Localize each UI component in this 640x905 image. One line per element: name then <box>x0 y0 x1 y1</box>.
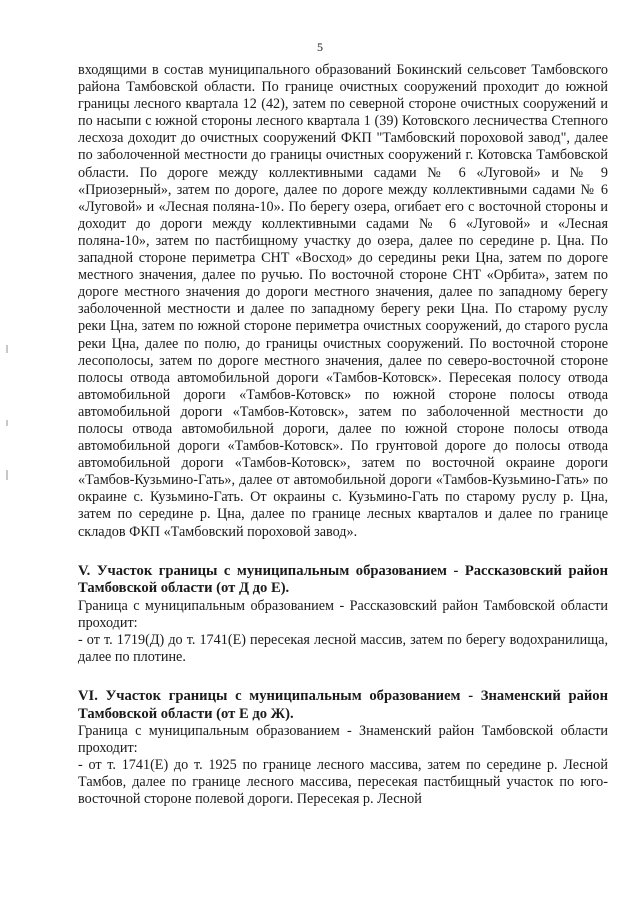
section-vi-heading: VI. Участок границы с муниципальным образованием - Знаменский район Тамбовской области (от Е до Ж). <box>78 688 608 722</box>
section-vi-intro: Граница с муниципальным образованием - Знаменский район Тамбовской области проходит: <box>78 723 608 757</box>
margin-mark <box>6 470 8 480</box>
section-v-heading: V. Участок границы с муниципальным образованием - Рассказовский район Тамбовской области (от Д до Е). <box>78 562 608 597</box>
section-vi-item: - от т. 1741(Е) до т. 1925 по границе лесного массива, затем по середине р. Лесной Тамбов, далее по границе лесного массива, пересекая пастбищный участок по юго-восточной стороне полевой дороги. Пересекая р. Лесной <box>78 757 608 808</box>
page-number: 5 <box>317 40 323 54</box>
section-v <box>78 563 608 666</box>
margin-mark <box>6 420 8 426</box>
section-v-item: - от т. 1719(Д) до т. 1741(Е) пересекая лесной массив, затем по берегу водохранилища, далее по плотине. <box>78 631 608 665</box>
body-paragraph: входящими в состав муниципального образований Бокинский сельсовет Тамбовского района Тамбовской области. По границе очистных сооружений проходит до южной границы лесного квартала 12 (42), затем по северной стороне очистных сооружений и по насыпи с южной стороны лесного квартала 1 (39) Котовского лесничества Степного лесхоза доходит до очистных сооружений ФКП "Тамбовский пороховой завод", далее по заболоченной местности до границы очистных сооружений г. Котовска Тамбовской области. По дороге между коллективными садами № 6 «Луговой» и № 9 «Приозерный», затем по дороге, далее по дороге между коллективными садами № 6 «Луговой» и «Лесная поляна-10». По берегу озера, огибает его с восточной стороны и доходит до дороги между коллективными садами № 6 «Луговой» и «Лесная поляна-10», затем по пастбищному участку до озера, далее по середине р. Цна. По западной стороне периметра СНТ «Восход» до середины реки Цна, затем по дороге местного значения, далее по ручью. По восточной стороне СНТ «Орбита», затем по дороге местного значения до дороги местного значения, далее по западному берегу заболоченной местности и далее по западному берегу реки Цна. По старому руслу реки Цна, затем по южной стороне периметра очистных сооружений, до старого русла реки Цна, далее по полю, до границы очистных сооружений. По восточной стороне лесополосы, затем по дороге местного значения, далее по северо-восточной стороне полосы отвода автомобильной дороги «Тамбов-Котовск». Пересекая полосу отвода автомобильной дороги «Тамбов-Котовск» по южной стороне полосы отвода автомобильной дороги «Тамбов-Котовск», затем по заболоченной местности до полосы отвода автомобильной дороги, далее по южной стороне полосы отвода автомобильной дороги «Тамбов-Котовск». По грунтовой дороге до полосы отвода автомобильной дороги «Тамбов-Котовск», затем по восточной окраине дороги «Тамбов-Кузьмино-Гать», далее от автомобильной дороги «Тамбов-Кузьмино-Гать» по окраине с. Кузьмино-Гать. От окраины с. Кузьмино-Гать по старому руслу р. Цна, затем по середине р. Цна, далее по границе лесных кварталов и далее по границе складов ФКП «Тамбовский пороховой завод». <box>78 62 608 540</box>
margin-mark <box>6 345 8 353</box>
document-body <box>78 62 608 808</box>
section-v-intro: Граница с муниципальным образованием - Рассказовский район Тамбовской области проходит: <box>78 597 608 631</box>
section-vi <box>78 688 608 808</box>
